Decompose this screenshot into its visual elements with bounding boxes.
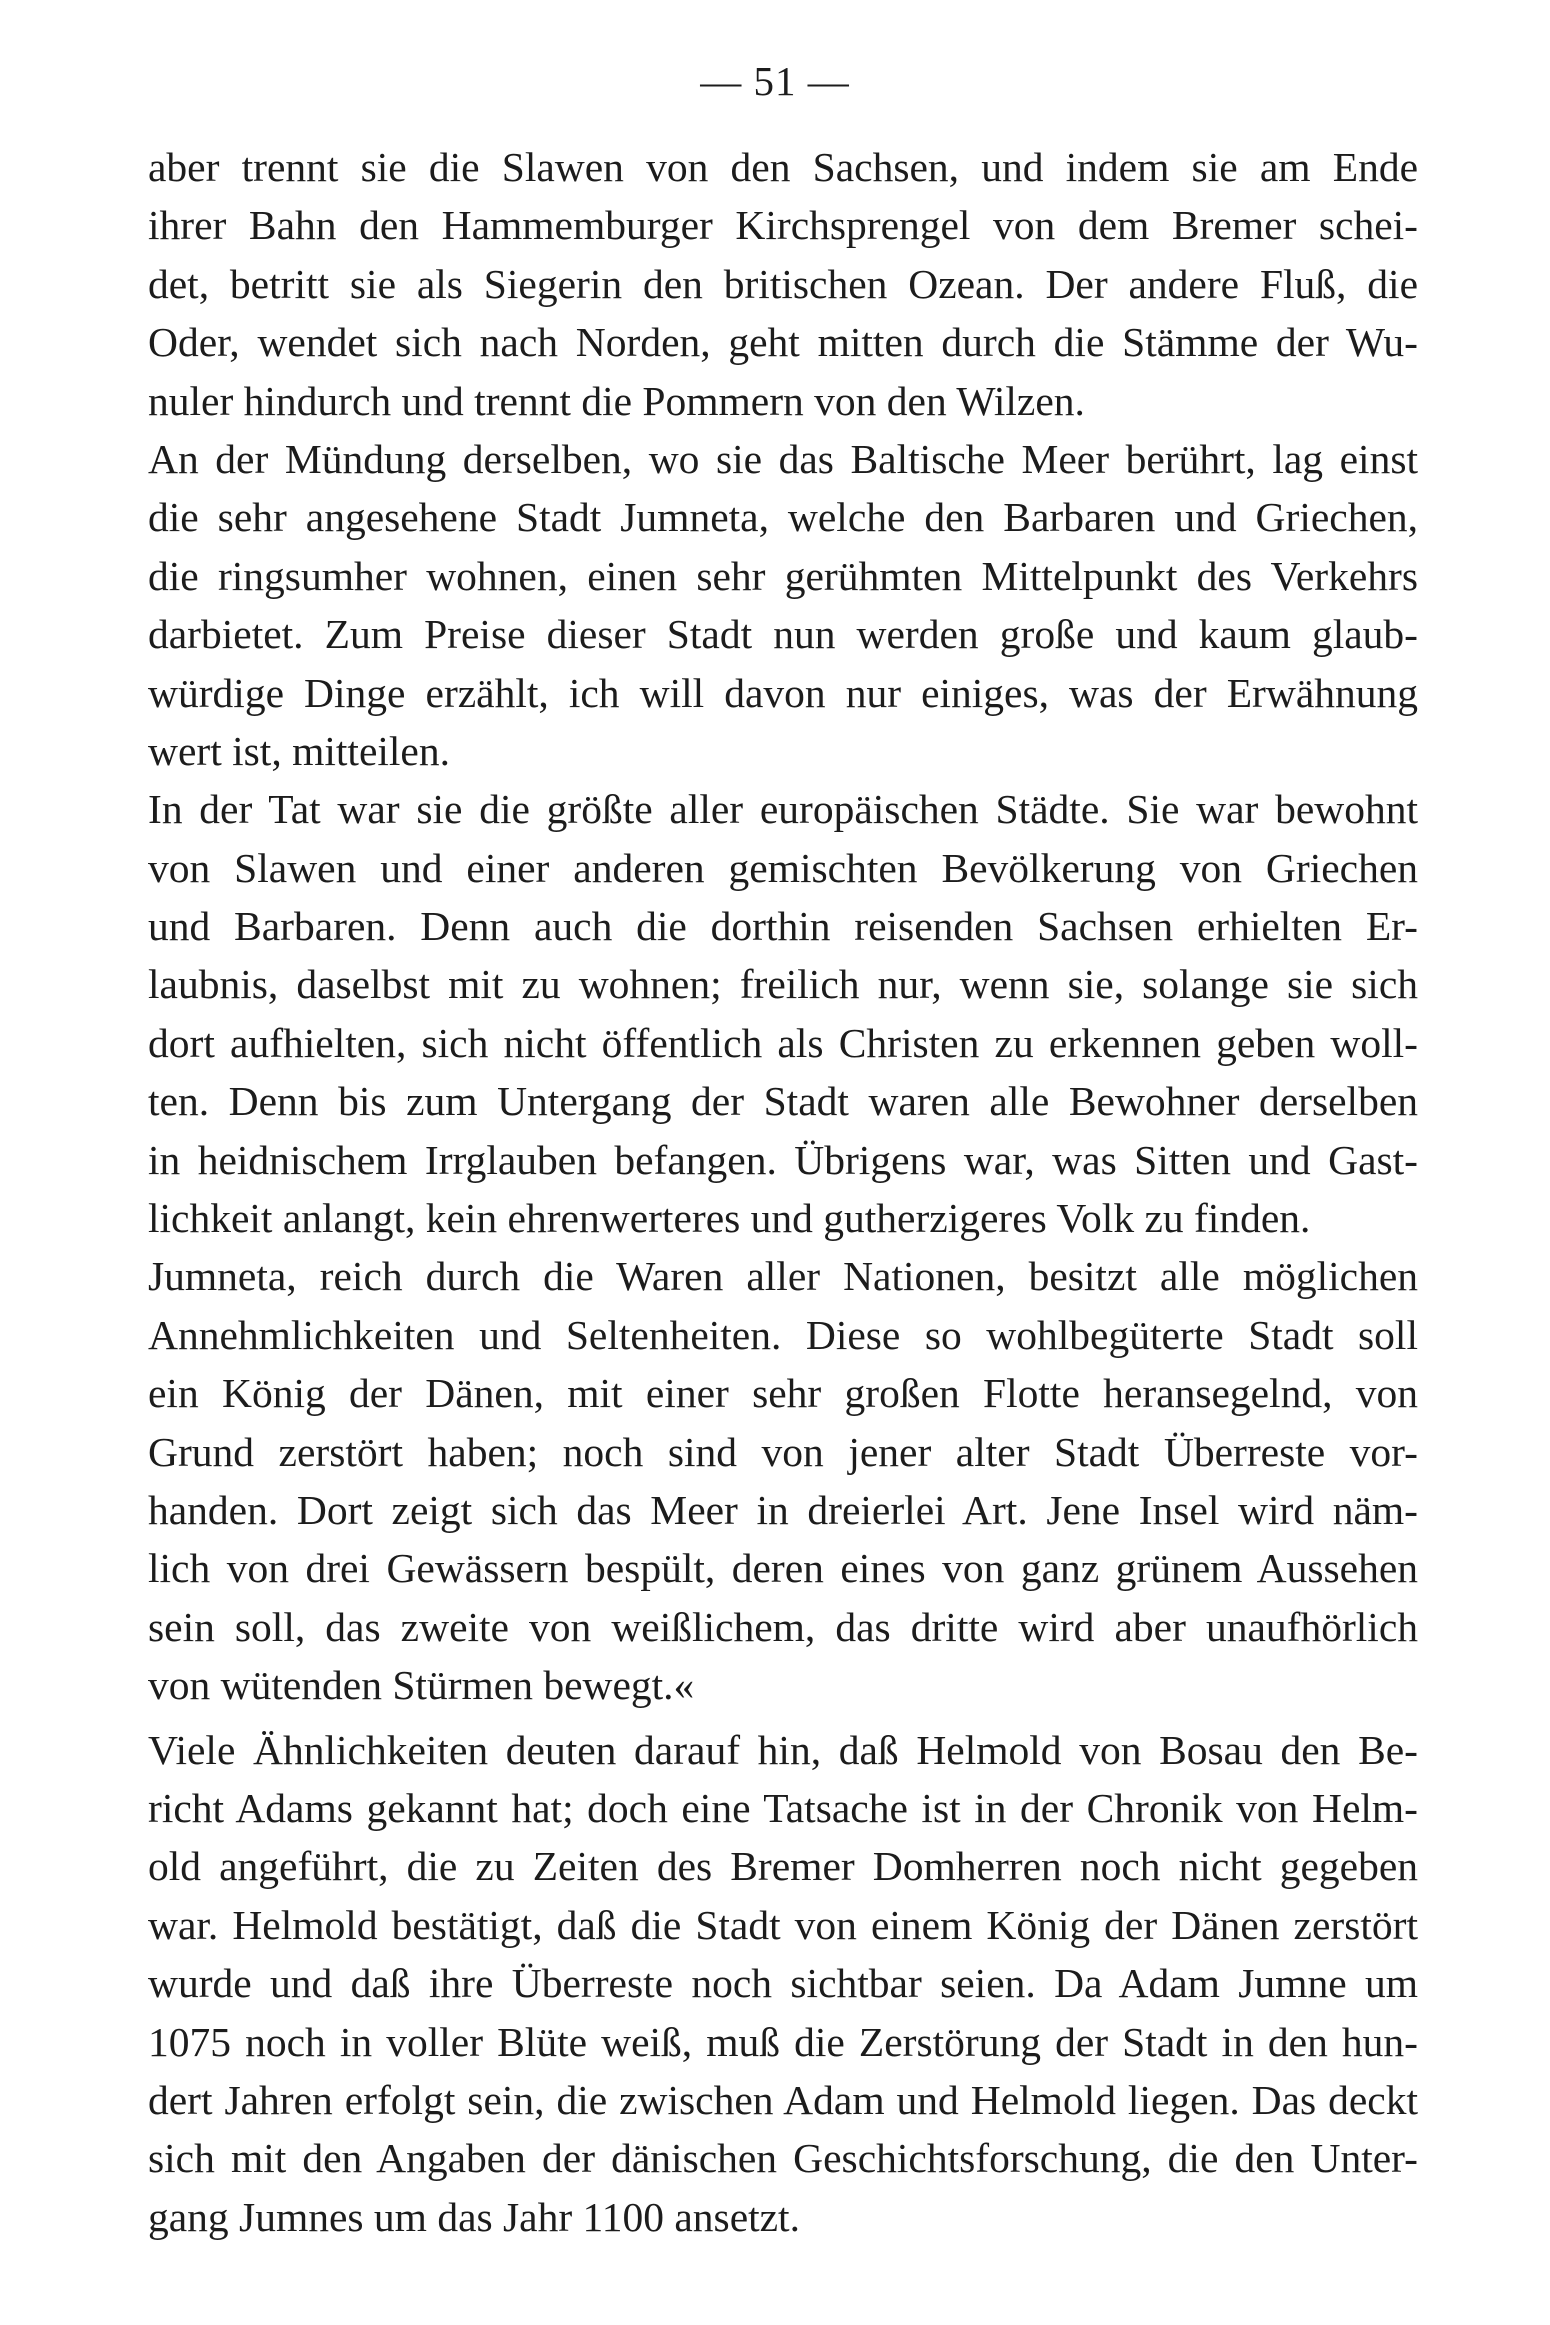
text-line: die sehr angesehene Stadt Jumneta, welche den Barbaren und Griechen, <box>148 494 1418 541</box>
text-line: det, betritt sie als Siegerin den britischen Ozean. Der andere Fluß, die <box>148 260 1418 307</box>
text-line: ein König der Dänen, mit einer sehr großen Flotte heransegelnd, von <box>148 1370 1418 1417</box>
text-line: laubnis, daselbst mit zu wohnen; freilich nur, wenn sie, solange sie sich <box>148 961 1418 1008</box>
text-line: von Slawen und einer anderen gemischten Bevölkerung von Griechen <box>148 844 1418 891</box>
text-line: dert Jahren erfolgt sein, die zwischen Adam und Helmold liegen. Das deckt <box>148 2076 1418 2123</box>
text-line: wert ist, mitteilen. <box>148 727 450 774</box>
text-line: Grund zerstört haben; noch sind von jener alter Stadt Überreste vor- <box>148 1428 1418 1475</box>
text-line: richt Adams gekannt hat; doch eine Tatsache ist in der Chronik von Helm- <box>148 1784 1418 1831</box>
text-line: wurde und daß ihre Überreste noch sichtbar seien. Da Adam Jumne um <box>148 1960 1418 2007</box>
paragraph <box>148 430 1418 780</box>
text-line: in heidnischem Irrglauben befangen. Übrigens war, was Sitten und Gast- <box>148 1136 1418 1183</box>
paragraph <box>148 138 1418 430</box>
text-line: Viele Ähnlichkeiten deuten darauf hin, daß Helmold von Bosau den Be- <box>148 1726 1418 1773</box>
text-line: An der Mündung derselben, wo sie das Baltische Meer berührt, lag einst <box>148 435 1418 482</box>
text-line: ihrer Bahn den Hammemburger Kirchsprengel von dem Bremer schei- <box>148 202 1418 249</box>
text-line: dort aufhielten, sich nicht öffentlich als Christen zu erkennen geben woll- <box>148 1019 1418 1066</box>
text-line: In der Tat war sie die größte aller europäischen Städte. Sie war bewohnt <box>148 786 1418 833</box>
text-line: Oder, wendet sich nach Norden, geht mitten durch die Stämme der Wu- <box>148 319 1418 366</box>
page-number: — 51 — <box>700 58 850 104</box>
text-line: die ringsumher wohnen, einen sehr gerühmten Mittelpunkt des Verkehrs <box>148 552 1418 599</box>
text-line: 1075 noch in voller Blüte weiß, muß die Zerstörung der Stadt in den hun- <box>148 2018 1418 2065</box>
text-line: handen. Dort zeigt sich das Meer in dreierlei Art. Jene Insel wird näm- <box>148 1486 1418 1533</box>
text-line: aber trennt sie die Slawen von den Sachsen, und indem sie am Ende <box>148 144 1418 190</box>
text-line: lich von drei Gewässern bespült, deren eines von ganz grünem Aussehen <box>148 1545 1418 1592</box>
paragraph <box>148 1247 1418 1714</box>
text-line: nuler hindurch und trennt die Pommern von den Wilzen. <box>148 377 1085 424</box>
paragraph <box>148 1721 1418 2247</box>
text-line: ten. Denn bis zum Untergang der Stadt waren alle Bewohner derselben <box>148 1078 1418 1125</box>
text-line: Jumneta, reich durch die Waren aller Nationen, besitzt alle möglichen <box>148 1253 1418 1300</box>
body-text <box>148 138 1418 2246</box>
text-line: sich mit den Angaben der dänischen Geschichtsforschung, die den Unter- <box>148 2135 1418 2182</box>
text-line: lichkeit anlangt, kein ehrenwerteres und gutherzigeres Volk zu finden. <box>148 1195 1311 1242</box>
paragraph <box>148 780 1418 1247</box>
text-line: und Barbaren. Denn auch die dorthin reisenden Sachsen erhielten Er- <box>148 903 1418 950</box>
text-line: war. Helmold bestätigt, daß die Stadt von einem König der Dänen zerstört <box>148 1901 1418 1948</box>
text-line: Annehmlichkeiten und Seltenheiten. Diese so wohlbegüterte Stadt soll <box>148 1311 1418 1358</box>
text-line: old angeführt, die zu Zeiten des Bremer Domherren noch nicht gegeben <box>148 1843 1418 1890</box>
text-line: würdige Dinge erzählt, ich will davon nur einiges, was der Erwähnung <box>148 669 1418 716</box>
text-line: gang Jumnes um das Jahr 1100 ansetzt. <box>148 2193 800 2240</box>
text-line: darbietet. Zum Preise dieser Stadt nun werden große und kaum glaub- <box>148 611 1418 658</box>
text-line: von wütenden Stürmen bewegt.« <box>148 1662 695 1709</box>
text-line: sein soll, das zweite von weißlichem, das dritte wird aber unaufhörlich <box>148 1603 1418 1650</box>
